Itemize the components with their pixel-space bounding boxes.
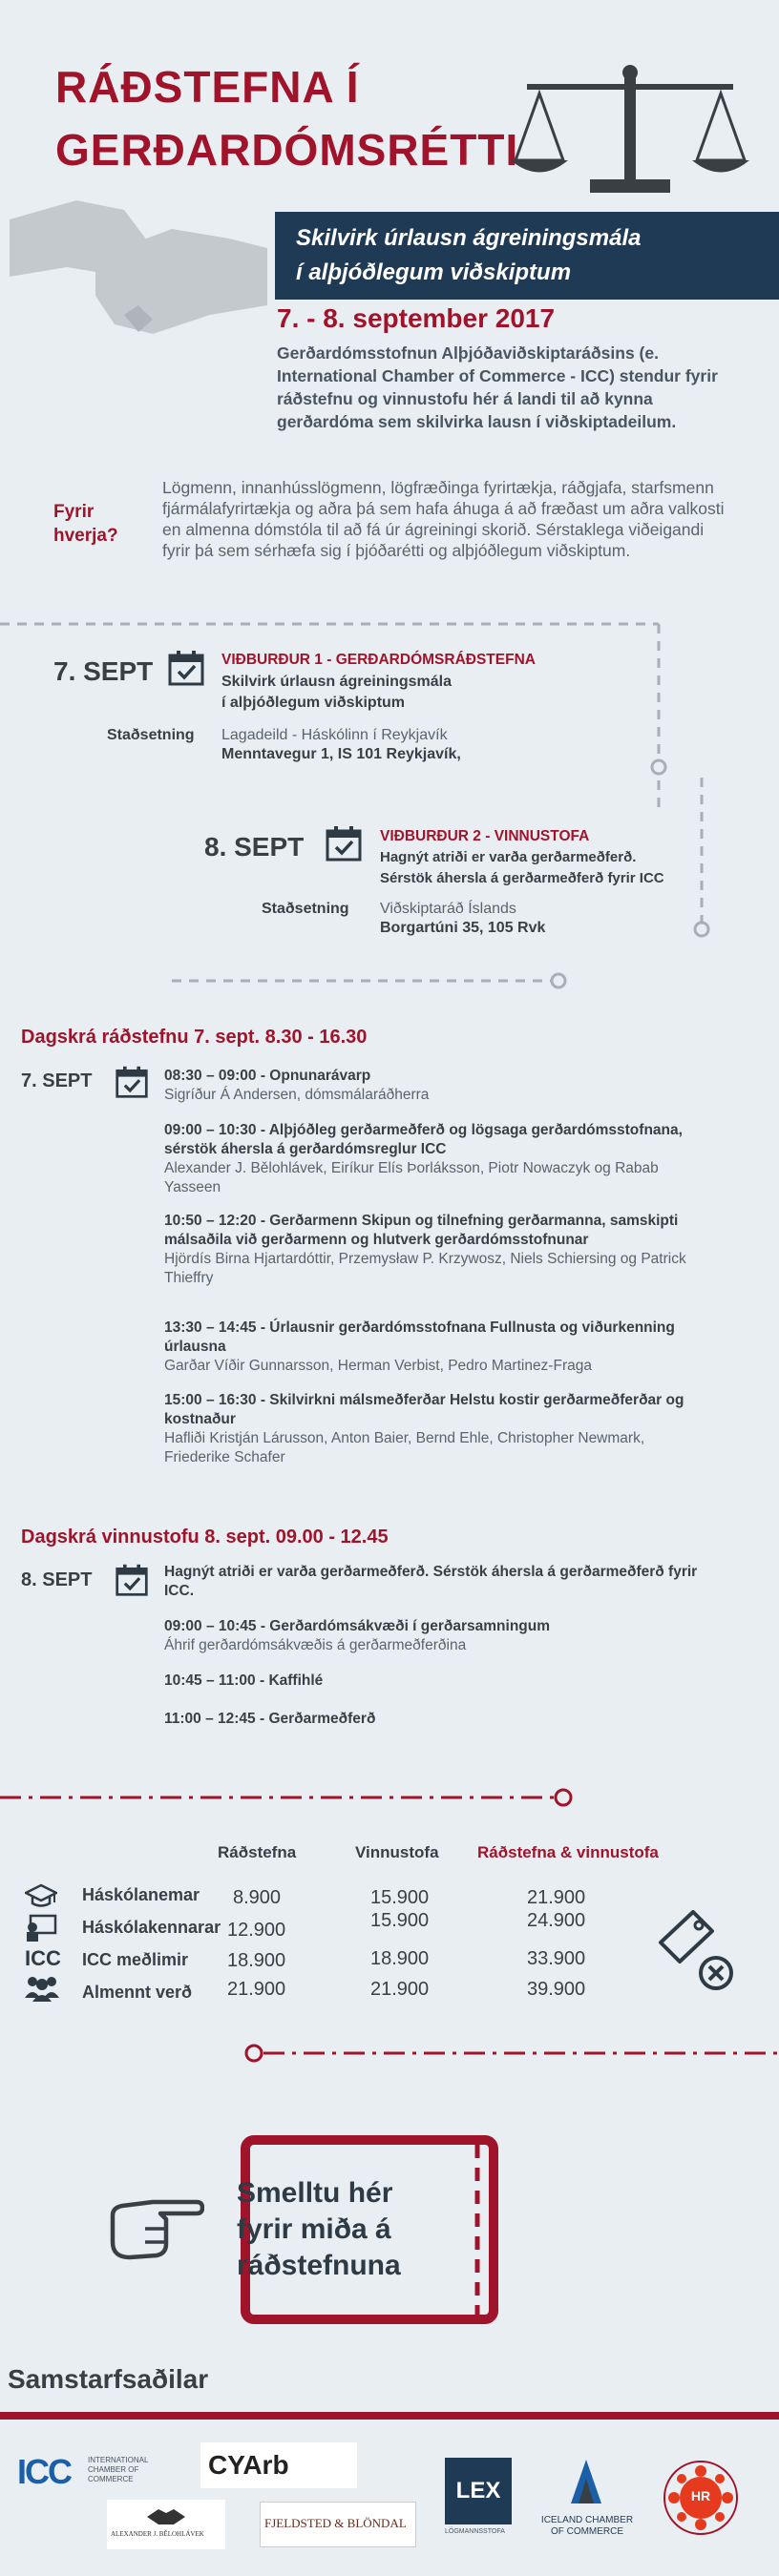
lex-logo[interactable]: LEX LÖGMANNSSTOFA — [445, 2458, 512, 2544]
schedule-2-day: 8. SEPT — [21, 1569, 93, 1590]
event-2-subtitle: Hagnýt atriði er varða gerðarmeðferð. Sérstök áhersla á gerðarmeðferð fyrir ICC — [380, 849, 664, 886]
fjeldsted-blondal-logo[interactable]: FJELDSTED & BLÖNDAL — [260, 2502, 416, 2547]
belohlavek-logo[interactable]: ALEXANDER J. BĚLOHLÁVEK — [107, 2500, 225, 2549]
handshake-mini-icon — [145, 2505, 187, 2526]
audience-label: Fyrir hverja? — [53, 502, 118, 546]
price-row-label: Háskólanemar — [82, 1885, 200, 1904]
graduation-cap-icon — [25, 1883, 57, 1908]
event-1-location-name: Lagadeild - Háskólinn í Reykjavík — [221, 727, 448, 743]
iceland-chamber-logo[interactable]: ICELAND CHAMBER OF COMMERCE — [535, 2456, 640, 2547]
price-cell: 15.900 — [370, 1887, 430, 1908]
event-1-title: VIÐBURÐUR 1 - GERÐARDÓMSRÁÐSTEFNA — [221, 652, 536, 668]
price-cell: 18.900 — [227, 1950, 286, 1971]
event-2-day: 8. SEPT — [204, 832, 305, 862]
buy-tickets-label[interactable]: Smelltu hér fyrir miða á ráðstefnuna — [237, 2177, 401, 2281]
schedule-1-item: 13:30 – 14:45 - Úrlausnir gerðardómsstofnana Fullnusta og viðurkenning úrlausna Garðar Víðir Gunnarsson, Herman Verbist, Pedro Martinez-Fraga — [164, 1319, 675, 1374]
schedule-1-item: 09:00 – 10:30 - Alþjóðleg gerðarmeðferð og lögsaga gerðardómsstofnana, sérstök áhersla á gerðardómsreglur ICC Alexander J. Bělohlávek, Eiríkur Elís Þorláksson, Piotr Nowaczyk og Rabab Yasseen — [164, 1122, 683, 1195]
calendar-check-icon — [167, 649, 205, 687]
price-header-workshop: Vinnustofa — [355, 1843, 439, 1861]
icc-logo[interactable]: ICC INTERNATIONAL CHAMBER OF COMMERCE — [17, 2452, 149, 2491]
schedule-1-item: 08:30 – 09:00 - Opnunarávarp Sigríður Á Andersen, dómsmálaráðherra — [164, 1068, 430, 1103]
pointing-hand-icon — [107, 2187, 204, 2263]
schedule-1-item: 15:00 – 16:30 - Skilvirkni málsmeðferðar Helstu kostir gerðarmeðferðar og kostnaður Hafliði Kristján Lárusson, Anton Baier, Bernd Ehle, Christopher Newmark, Friederike Schafer — [164, 1392, 684, 1465]
event-dates: 7. - 8. september 2017 — [277, 303, 556, 333]
schedule-2-title: Hagnýt atriði er varða gerðarmeðferð. Sérstök áhersla á gerðarmeðferð fyrir ICC. — [164, 1564, 698, 1599]
price-tag-icon — [657, 1906, 737, 1996]
section-divider — [237, 2040, 779, 2068]
price-row-label: ICC meðlimir — [82, 1950, 189, 1969]
handshake-icon — [10, 191, 267, 343]
event-1-day: 7. SEPT — [53, 656, 154, 686]
price-cell: 8.900 — [233, 1887, 282, 1908]
event-2-location-address: Borgartúni 35, 105 Rvk — [380, 920, 546, 936]
section-divider — [0, 1784, 779, 1813]
event-2-location-name: Viðskiptaráð Íslands — [380, 901, 516, 917]
cyarb-logo[interactable]: CYArb — [200, 2442, 357, 2488]
calendar-check-icon — [115, 1563, 149, 1597]
event-subtitle-banner: Skilvirk úrlausn ágreiningsmála í alþjóðlegum viðskiptum — [275, 212, 779, 300]
calendar-check-icon — [325, 824, 363, 862]
price-row-label: Háskólakennarar — [82, 1918, 221, 1937]
price-cell: 21.900 — [527, 1887, 586, 1908]
ticket-perforation — [458, 2139, 496, 2320]
price-cell: 21.900 — [227, 1979, 286, 2000]
reykjavik-university-logo[interactable]: HR — [663, 2460, 739, 2536]
page-title: RÁÐSTEFNA Í GERÐARDÓMSRÉTTI — [55, 62, 519, 175]
event-2-location-label: Staðsetning — [262, 901, 349, 917]
price-cell: 18.900 — [370, 1948, 430, 1969]
schedule-2-item: 09:00 – 10:45 - Gerðardómsákvæði í gerðarsamningum Áhrif gerðardómsákvæðis á gerðarmeðferðina — [164, 1618, 551, 1653]
price-cell: 24.900 — [527, 1910, 586, 1931]
price-row-label: Almennt verð — [82, 1983, 193, 2002]
people-icon — [23, 1975, 61, 2002]
calendar-check-icon — [115, 1065, 149, 1099]
price-header-conference: Ráðstefna — [218, 1843, 297, 1861]
event-1-location-label: Staðsetning — [107, 727, 195, 743]
price-header-both: Ráðstefna & vinnustofa — [477, 1843, 659, 1861]
price-cell: 21.900 — [370, 1979, 430, 2000]
schedule-1-day: 7. SEPT — [21, 1070, 93, 1091]
schedule-1-heading: Dagskrá ráðstefnu 7. sept. 8.30 - 16.30 — [21, 1027, 368, 1048]
price-cell: 15.900 — [370, 1910, 430, 1931]
partners-divider — [0, 2412, 779, 2420]
schedule-1-item: 10:50 – 12:20 - Gerðarmenn Skipun og tilnefning gerðarmanna, samskipti málsaðila við gerðarmenn og hlutverk gerðardómsstofnunar Hjördís Birna Hjartardóttir, Przemysław P. Krzywosz, Niels Schiersing og Patrick Thieffry — [164, 1213, 686, 1286]
schedule-2-item: 11:00 – 12:45 - Gerðarmeðferð — [164, 1711, 376, 1727]
schedule-2-heading: Dagskrá vinnustofu 8. sept. 09.00 - 12.45 — [21, 1527, 389, 1548]
teacher-icon — [25, 1914, 57, 1942]
event-1-subtitle: Skilvirk úrlausn ágreiningsmála í alþjóðlegum viðskiptum — [221, 674, 452, 711]
price-cell: 33.900 — [527, 1948, 586, 1969]
event-1-location-address: Menntavegur 1, IS 101 Reykjavík, — [221, 746, 461, 762]
event-2-title: VIÐBURÐUR 2 - VINNUSTOFA — [380, 828, 590, 844]
intro-text: Gerðardómsstofnun Alþjóðaviðskiptaráðsins (e. International Chamber of Commerce - ICC) stendur fyrir ráðstefnu og vinnustofu hér á landi til að kynna gerðardóma sem skilvirka lausn í viðskiptadeilum. — [277, 343, 718, 431]
partners-heading: Samstarfsaðilar — [8, 2364, 209, 2394]
scales-of-justice-icon — [506, 55, 754, 198]
schedule-2-item: 10:45 – 11:00 - Kaffihlé — [164, 1672, 324, 1689]
chamber-emblem-icon — [567, 2456, 605, 2507]
price-cell: 12.900 — [227, 1920, 286, 1941]
icc-icon: ICC — [25, 1946, 61, 1970]
audience-text: Lögmenn, innanhússlögmenn, lögfræðinga fyrirtækja, ráðgjafa, starfsmenn fjármálafyrirtækja og aðra þá sem hafa áhuga á að fræðast um aðra valkosti en almenna dómstóla til að fá úr ágreiningi skorið. Sérstaklega viðeigandi fyrir þá sem sérhæfa sig í þjóðarétti og alþjóðlegum viðskiptum. — [162, 478, 725, 560]
price-cell: 39.900 — [527, 1979, 586, 2000]
